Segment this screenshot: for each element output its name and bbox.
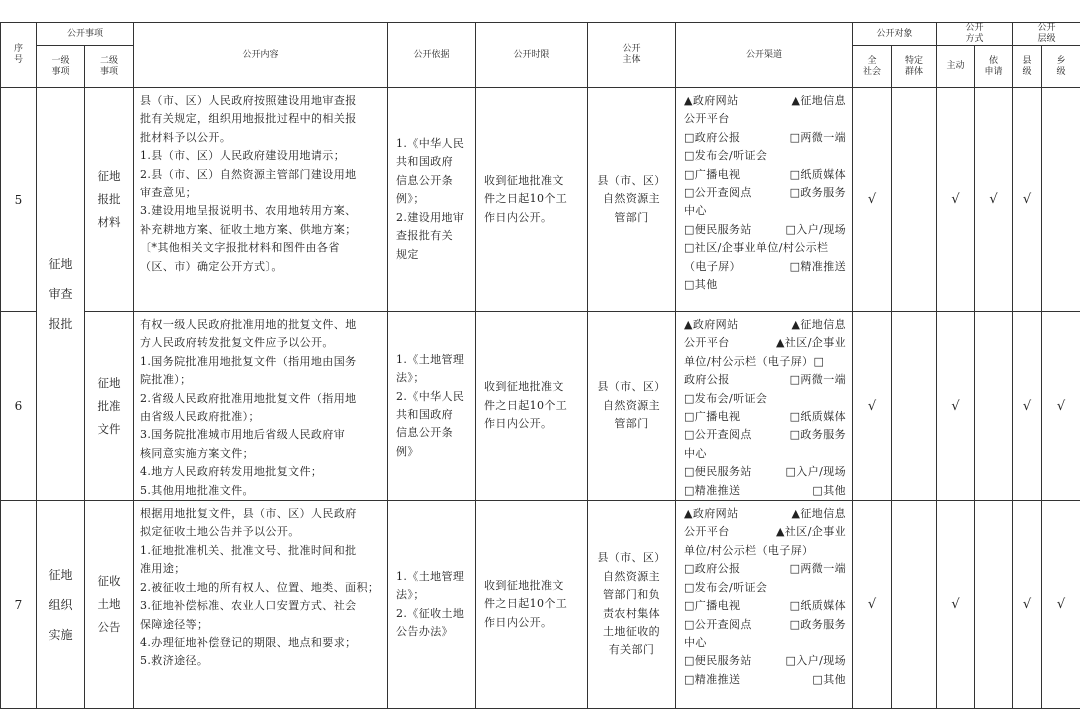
channel-option: □广播电视 [684,599,741,613]
header-target: 公开对象 [853,23,937,46]
header-method-active: 主动 [937,46,975,88]
channel-line [684,616,846,634]
subject-line: 管部门 [614,417,649,431]
channel-line [684,560,846,578]
sub-line: 征地 [97,375,121,390]
basis-line: 1.《中华人民 [396,137,465,151]
time-line: 作日内公开。 [484,615,553,629]
channel-line [684,184,846,202]
channel-line [684,505,846,523]
content-line: 准用途； [140,562,186,576]
channel-option: □广播电视 [684,410,741,424]
channel-line [684,523,846,541]
channel-line [684,597,846,615]
channel-line [684,129,846,147]
level1-implement: 征地 组织 实施 [37,501,85,709]
channel-option: □便民服务站 [684,654,752,668]
header-level-county: 县 级 [1013,46,1042,88]
channel-option: □两微一端 [789,373,847,387]
subject-line: 管部门和负 [603,588,661,602]
channel-line [684,408,846,426]
channel-option: □政务服务 [789,617,847,631]
content-line: 方人民政府转发批复文件应予以公开。 [140,336,334,350]
sub-line: 材料 [97,215,121,229]
time-line: 作日内公开。 [484,210,553,224]
channel-option: □入户/现场 [785,465,847,479]
channel-line [684,426,846,444]
channel-option: □发布会/听证会 [684,580,768,594]
content-line: 由省级人民政府批准）； [140,410,260,424]
channel-line [684,316,846,334]
subject-cell [588,312,676,501]
channel-option: ▲征地信息 [791,507,847,521]
channel-option: □公开查阅点 [684,186,752,200]
channel-option: □政府公报 [684,130,741,144]
row-number: 7 [1,501,37,709]
subject-line: 管部门 [614,210,649,224]
content-cell [134,88,388,312]
channel-line [684,463,846,481]
header-target-specific: 特定 群体 [892,46,937,88]
mark-specific [892,312,937,501]
content-line: 批材料予以公开。 [140,130,232,144]
header-level: 公开 层级 [1013,23,1080,46]
header-subject: 公开 主体 [588,23,676,88]
basis-line: 查报批有关 [396,229,454,243]
channel-cell [676,312,853,501]
channel-option: □公开查阅点 [684,617,752,631]
subject-line: 土地征收的 [603,624,661,638]
content-line: 〔*其他相关文字报批材料和图件由各省 [140,241,340,255]
channel-line [684,258,846,276]
channel-option: □精准推送 [684,672,741,686]
channel-cell [676,88,853,312]
content-line: （区、市）确定公开方式〕。 [140,259,283,273]
content-cell [134,312,388,501]
channel-option: □其他 [812,672,847,686]
header-level2: 二级 事项 [85,46,134,88]
subject-line: 自然资源主 [603,569,661,583]
channel-cell [676,501,853,709]
channel-option: □发布会/听证会 [684,391,768,405]
basis-line: 法》； [396,588,425,602]
content-line: 拟定征收土地公告并予以公开。 [140,525,300,539]
channel-line [684,482,846,500]
header-basis: 公开依据 [388,23,476,88]
content-line: 5.救济途径。 [140,654,209,668]
mark-active: √ [937,312,975,501]
channel-line [684,110,846,128]
channel-line [684,390,846,408]
content-line: 2.县（市、区）自然资源主管部门建设用地 [140,167,357,181]
channel-line [684,239,846,257]
mark-county: √ [1013,88,1042,312]
channel-option: 公开平台 [684,112,730,126]
channel-option: ▲征地信息 [791,318,847,331]
time-limit-cell [476,88,588,312]
mark-active: √ [937,88,975,312]
channel-line [684,579,846,597]
mark-apply [975,312,1013,501]
content-line: 审查意见； [140,186,198,200]
content-line: 3.建设用地呈报说明书、农用地转用方案、 [140,204,357,218]
channel-line [684,542,846,560]
content-line: 2.省级人民政府批准用地批复文件（指用地 [140,391,357,405]
channel-line [684,202,846,220]
channel-option: □入户/现场 [785,654,847,668]
mark-specific [892,88,937,312]
content-line: 批有关规定，组织用地报批过程中的相关报 [140,112,357,126]
header-target-all: 全 社会 [853,46,892,88]
basis-line: 例》 [396,444,419,458]
channel-option: □两微一端 [789,562,847,576]
row-number: 5 [1,88,37,312]
header-level-township: 乡 级 [1042,46,1080,88]
mark-all: √ [853,501,892,709]
channel-line [684,166,846,184]
basis-line: 2.《中华人民 [396,389,465,403]
table-row [1,501,1080,709]
channel-option: 政府公报 [684,373,730,387]
header-channel: 公开渠道 [676,23,853,88]
table-row [1,312,1080,501]
channel-line [684,652,846,670]
channel-line [684,276,846,294]
channel-option: □纸质媒体 [789,167,847,181]
content-line: 有权一级人民政府批准用地的批复文件、地 [140,318,357,331]
level2-item [85,312,134,501]
mark-specific [892,501,937,709]
channel-option: □公开查阅点 [684,428,752,442]
channel-line [684,147,846,165]
channel-option: ▲社区/企事业 [776,525,847,539]
basis-line: 共和国政府 [396,155,454,169]
channel-option: □政务服务 [789,428,847,442]
channel-option: 中心 [684,446,707,460]
mark-county: √ [1013,501,1042,709]
channel-option: ▲政府网站 [684,318,739,331]
subject-line: 自然资源主 [603,192,661,206]
subject-line: 自然资源主 [603,398,661,412]
header-method: 公开 方式 [937,23,1013,46]
content-line: 1.国务院批准用地批复文件（指用地由国务 [140,354,357,368]
time-line: 件之日起10个工 [484,597,568,611]
basis-line: 公告办法》 [396,624,454,638]
sub-line: 报批 [97,192,121,206]
disclosure-table [0,22,1080,709]
sub-line: 批准 [97,398,121,413]
basis-line: 例》； [396,192,425,206]
level2-item [85,501,134,709]
channel-option: □发布会/听证会 [684,149,768,163]
table-row [1,88,1080,312]
subject-cell [588,88,676,312]
channel-option: 单位/村公示栏（电子屏）□ [684,354,825,368]
channel-option: ▲政府网站 [684,507,739,521]
header-public-items: 公开事项 [37,23,134,46]
header-method-apply: 依 申请 [975,46,1013,88]
subject-line: 县（市、区） [597,551,666,565]
sub-line: 文件 [97,421,121,436]
basis-line: 规定 [396,247,419,261]
mark-active: √ [937,501,975,709]
time-line: 收到征地批准文 [484,380,564,394]
content-line: 根据用地批复文件，县（市、区）人民政府 [140,507,357,521]
mark-township: √ [1042,312,1080,501]
channel-option: □其他 [684,278,718,292]
subject-line: 有关部门 [608,643,655,657]
level2-item [85,88,134,312]
time-limit-cell [476,312,588,501]
mark-apply: √ [975,88,1013,312]
channel-option: □政务服务 [789,186,847,200]
content-line: 县（市、区）人民政府按照建设用地审查报 [140,94,357,107]
sub-line: 征地 [97,169,121,183]
sub-line: 公告 [97,620,121,635]
content-line: 2.被征收土地的所有权人、位置、地类、面积； [140,580,380,594]
channel-option: □精准推送 [684,483,741,497]
row-number: 6 [1,312,37,501]
header-time-limit: 公开时限 [476,23,588,88]
channel-option: 单位/村公示栏（电子屏） [684,543,814,557]
channel-option: 公开平台 [684,336,730,350]
channel-line [684,221,846,239]
channel-line [684,353,846,371]
channel-option: ▲征地信息 [791,94,847,107]
sub-line: 土地 [97,597,121,612]
channel-option: □政府公报 [684,562,741,576]
basis-cell [388,501,476,709]
time-line: 件之日起10个工 [484,192,568,206]
subject-line: 县（市、区） [597,173,666,187]
content-line: 核同意实施方案文件； [140,446,255,460]
channel-line [684,334,846,352]
channel-option: □便民服务站 [684,465,752,479]
basis-line: 1.《土地管理 [396,352,465,366]
mark-township: √ [1042,501,1080,709]
content-line: 补充耕地方案、征收土地方案、供地方案； [140,222,357,236]
content-line: 4.地方人民政府转发用地批复文件； [140,465,323,479]
channel-line [684,92,846,110]
channel-line [684,445,846,463]
basis-line: 2.建设用地审 [396,210,465,224]
channel-line [684,371,846,389]
content-line: 3.征地补偿标准、农业人口安置方式、社会 [140,599,357,613]
subject-line: 责农村集体 [603,606,661,620]
content-line: 4.办理征地补偿登记的期限、地点和要求； [140,635,357,649]
basis-line: 2.《征收土地 [396,606,465,620]
channel-line [684,634,846,652]
time-limit-cell [476,501,588,709]
channel-option: ▲社区/企事业 [776,336,847,350]
subject-line: 县（市、区） [597,380,666,394]
content-cell [134,501,388,709]
channel-option: □广播电视 [684,167,741,181]
basis-cell [388,312,476,501]
level1-audit: 征地 审查 报批 [37,88,85,501]
content-line: 保障途径等； [140,617,209,631]
channel-option: 中心 [684,635,707,649]
sub-line: 征收 [97,574,121,589]
subject-cell [588,501,676,709]
channel-option: □纸质媒体 [789,599,847,613]
channel-option: □纸质媒体 [789,410,847,424]
basis-line: 信息公开条 [396,173,454,187]
time-line: 作日内公开。 [484,417,553,431]
content-line: 1.征地批准机关、批准文号、批准时间和批 [140,543,357,557]
channel-option: （电子屏） [684,259,742,273]
basis-line: 1.《土地管理 [396,569,465,583]
content-line: 5.其他用地批准文件。 [140,483,254,497]
channel-option: 公开平台 [684,525,730,539]
channel-option: □社区/企事业单位/村公示栏 [684,241,829,255]
basis-line: 共和国政府 [396,408,454,422]
basis-line: 法》； [396,371,425,385]
mark-apply [975,501,1013,709]
time-line: 收到征地批准文 [484,173,564,187]
mark-township [1042,88,1080,312]
header-content: 公开内容 [134,23,388,88]
time-line: 件之日起10个工 [484,398,568,412]
channel-line [684,671,846,689]
mark-county: √ [1013,312,1042,501]
channel-option: □精准推送 [789,259,847,273]
channel-option: □便民服务站 [684,222,752,236]
basis-cell [388,88,476,312]
content-line: 3.国务院批准城市用地后省级人民政府审 [140,428,346,442]
basis-line: 信息公开条 [396,426,454,440]
channel-option: □入户/现场 [785,222,847,236]
channel-option: 中心 [684,204,707,218]
content-line: 1.县（市、区）人民政府建设用地请示； [140,149,346,163]
channel-option: □其他 [812,483,847,497]
header-seq: 序 号 [1,23,37,88]
time-line: 收到征地批准文 [484,578,564,592]
channel-option: □两微一端 [789,130,847,144]
channel-option: ▲政府网站 [684,94,739,107]
header-level1: 一级 事项 [37,46,85,88]
header-row-1 [1,23,1080,46]
mark-all: √ [853,88,892,312]
mark-all: √ [853,312,892,501]
content-line: 院批准）； [140,373,192,387]
